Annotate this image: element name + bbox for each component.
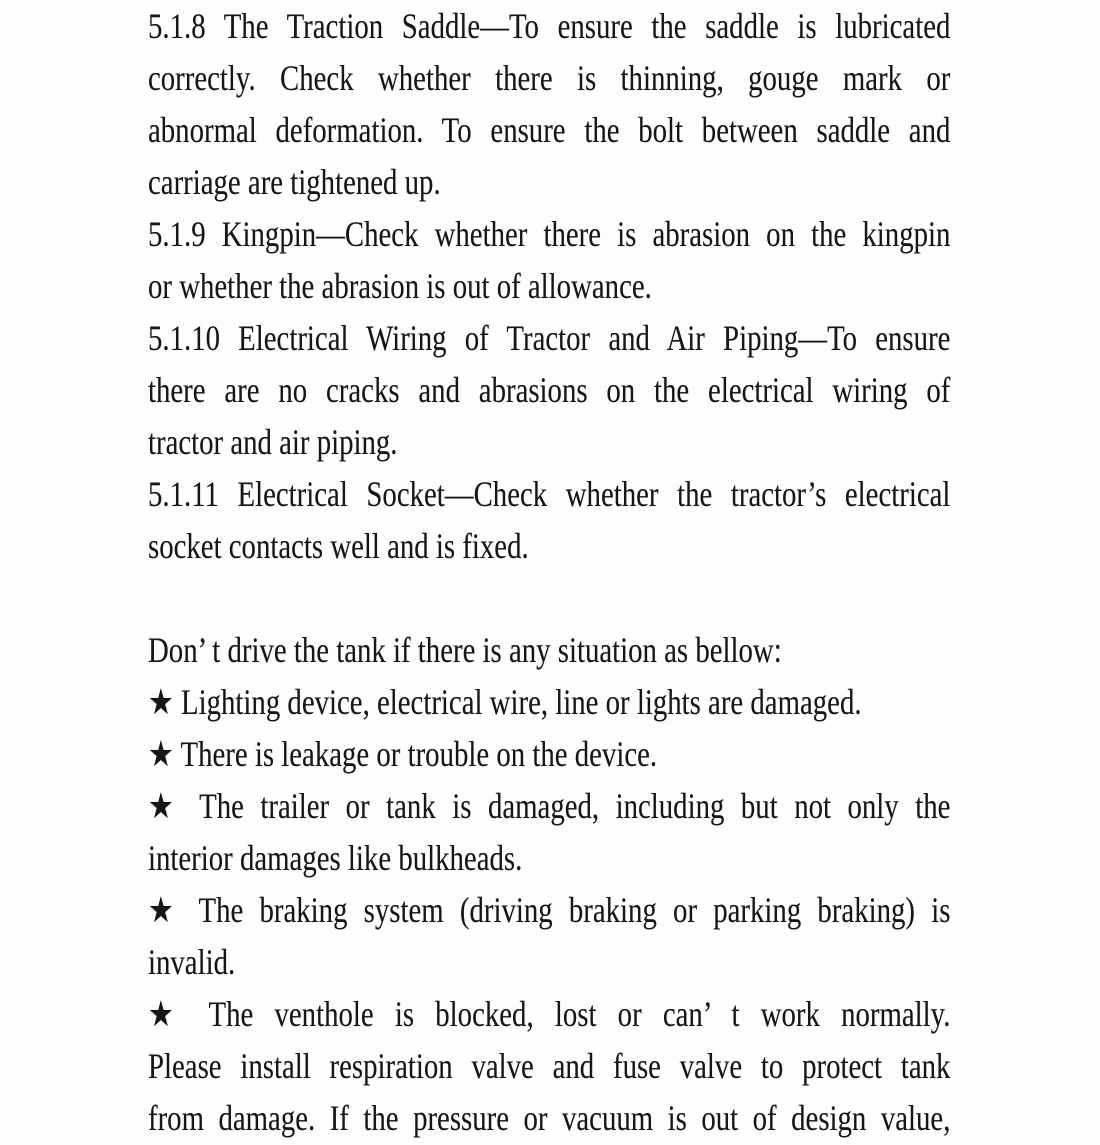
section-5-1-8-traction-saddle bbox=[148, 0, 950, 208]
text-line: there are no cracks and abrasions on the electrical wiring of bbox=[148, 370, 951, 410]
warning-intro bbox=[148, 624, 950, 676]
text-line: carriage are tightened up. bbox=[148, 162, 441, 202]
text-line: abnormal deformation. To ensure the bolt between saddle and bbox=[148, 110, 951, 150]
text-line: 5.1.11 Electrical Socket—Check whether the tractor’s electrical bbox=[148, 474, 951, 514]
warning-item-braking-system bbox=[148, 884, 950, 988]
warning-item-leakage bbox=[148, 728, 950, 780]
text-line: 5.1.10 Electrical Wiring of Tractor and Air Piping—To ensure bbox=[148, 318, 951, 358]
text-line: Please install respiration valve and fuse valve to protect tank bbox=[148, 1046, 951, 1086]
text-line: interior damages like bulkheads. bbox=[148, 838, 523, 878]
text-line: from damage. If the pressure or vacuum is out of design value, bbox=[148, 1098, 951, 1138]
text-line: 5.1.8 The Traction Saddle—To ensure the saddle is lubricated bbox=[148, 6, 951, 46]
section-5-1-10-electrical-wiring bbox=[148, 312, 950, 468]
text-line: correctly. Check whether there is thinning, gouge mark or bbox=[148, 58, 951, 98]
text-line: Don’ t drive the tank if there is any situation as bellow: bbox=[148, 630, 782, 670]
text-line: tractor and air piping. bbox=[148, 422, 398, 462]
section-5-1-9-kingpin bbox=[148, 208, 950, 312]
text-line: ★ Lighting device, electrical wire, line or lights are damaged. bbox=[148, 682, 862, 722]
text-line: socket contacts well and is fixed. bbox=[148, 526, 529, 566]
warning-item-lighting bbox=[148, 676, 950, 728]
blank-line bbox=[148, 572, 950, 624]
text-line: 5.1.9 Kingpin—Check whether there is abrasion on the kingpin bbox=[148, 214, 951, 254]
text-line: ★ The braking system (driving braking or parking braking) is bbox=[148, 890, 951, 930]
document-text-block bbox=[148, 0, 950, 1144]
text-line: ★ The venthole is blocked, lost or can’ t work normally. bbox=[148, 994, 951, 1034]
text-line: invalid. bbox=[148, 942, 236, 982]
section-5-1-11-electrical-socket bbox=[148, 468, 950, 572]
blank-line-spacer bbox=[148, 572, 950, 624]
warning-item-trailer-damage bbox=[148, 780, 950, 884]
text-line: ★ There is leakage or trouble on the device. bbox=[148, 734, 658, 774]
warning-item-venthole bbox=[148, 988, 950, 1144]
text-line: ★ The trailer or tank is damaged, including but not only the bbox=[148, 786, 951, 826]
text-line: or whether the abrasion is out of allowance. bbox=[148, 266, 652, 306]
